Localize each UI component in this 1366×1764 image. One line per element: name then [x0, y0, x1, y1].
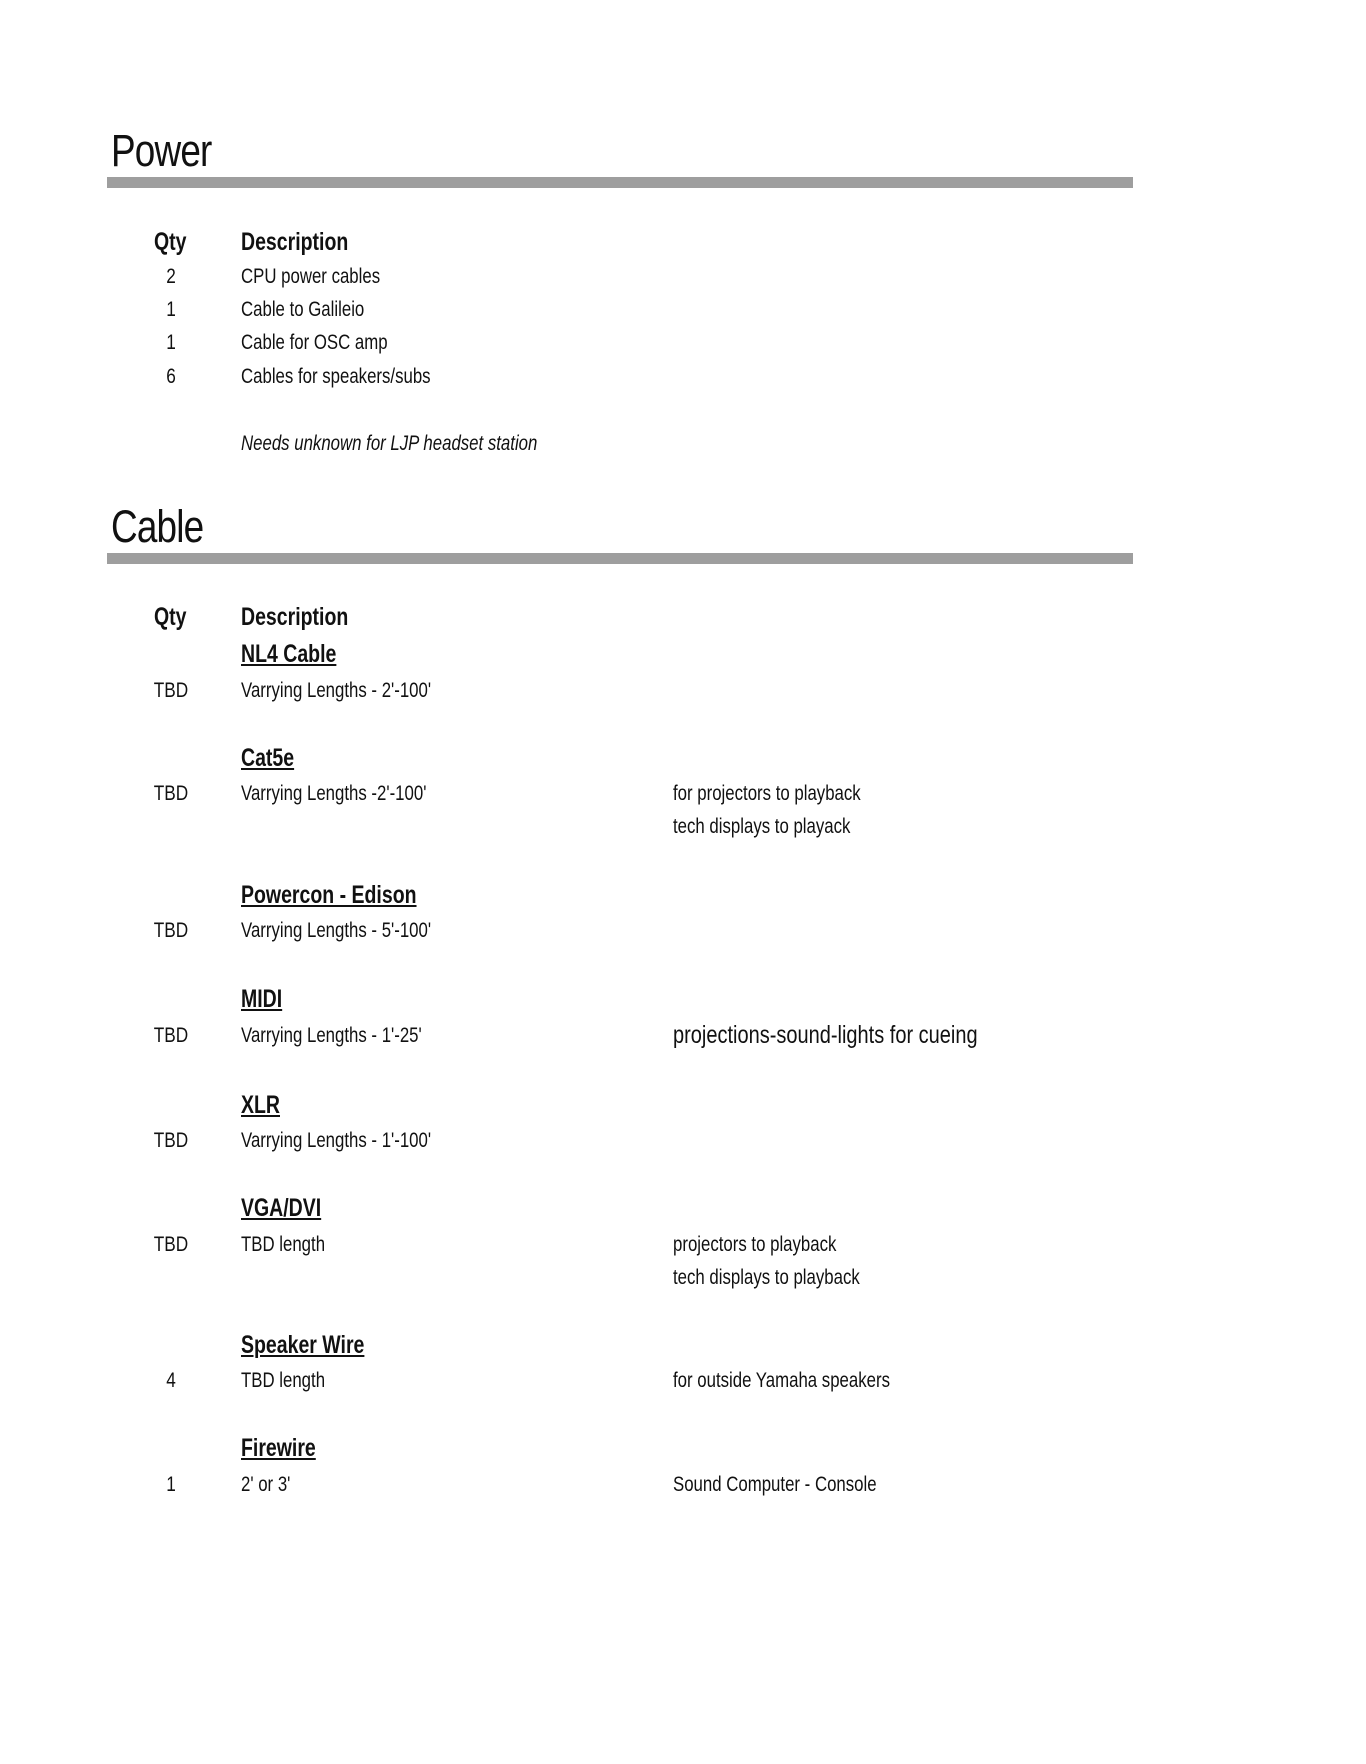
cable-item-title: XLR: [241, 1091, 280, 1119]
cable-item-qty: TBD: [153, 1129, 189, 1152]
power-note: Needs unknown for LJP headset station: [241, 432, 538, 455]
cable-item-qty: TBD: [153, 679, 189, 702]
cable-item-qty: TBD: [153, 1024, 189, 1047]
power-description-header: Description: [241, 228, 349, 256]
cable-item-note: projectors to playback: [673, 1233, 837, 1256]
power-row-qty: 6: [166, 365, 176, 388]
power-row-desc: Cable to Galileio: [241, 298, 365, 321]
cable-item-title: Speaker Wire: [241, 1331, 365, 1359]
power-row-qty: 1: [166, 331, 176, 354]
cable-item-desc: Varrying Lengths - 2'-100': [241, 679, 432, 702]
power-qty-header: Qty: [154, 228, 187, 256]
cable-item-desc: TBD length: [241, 1233, 326, 1256]
cable-item-note: for projectors to playback: [673, 782, 861, 805]
cable-item-title: Cat5e: [241, 744, 295, 772]
power-row-desc: Cables for speakers/subs: [241, 365, 431, 388]
cable-item-desc: Varrying Lengths - 1'-100': [241, 1129, 432, 1152]
cable-item-qty: TBD: [153, 1233, 189, 1256]
cable-item-note: projections-sound-lights for cueing: [673, 1021, 978, 1049]
power-section-divider: [107, 177, 1133, 188]
cable-item-note: for outside Yamaha speakers: [673, 1369, 890, 1392]
cable-item-desc: TBD length: [241, 1369, 326, 1392]
cable-item-note: tech displays to playback: [673, 1266, 860, 1289]
cable-item-title: NL4 Cable: [241, 640, 337, 668]
power-section-title: Power: [111, 125, 212, 176]
cable-item-title: VGA/DVI: [241, 1194, 322, 1222]
cable-item-title: Firewire: [241, 1434, 316, 1462]
cable-item-desc: 2' or 3': [241, 1473, 291, 1496]
cable-item-note: tech displays to playack: [673, 815, 851, 838]
cable-item-desc: Varrying Lengths - 5'-100': [241, 919, 432, 942]
cable-item-desc: Varrying Lengths -2'-100': [241, 782, 427, 805]
cable-item-note: Sound Computer - Console: [673, 1473, 877, 1496]
power-row-desc: Cable for OSC amp: [241, 331, 388, 354]
cable-item-title: MIDI: [241, 985, 283, 1013]
cable-description-header: Description: [241, 603, 349, 631]
cable-item-qty: TBD: [153, 919, 189, 942]
power-row-qty: 1: [166, 298, 176, 321]
power-row-qty: 2: [166, 265, 176, 288]
cable-item-qty: 4: [166, 1369, 176, 1392]
cable-item-title: Powercon - Edison: [241, 881, 417, 909]
cable-item-desc: Varrying Lengths - 1'-25': [241, 1024, 422, 1047]
cable-item-qty: TBD: [153, 782, 189, 805]
cable-section-title: Cable: [111, 501, 204, 552]
cable-qty-header: Qty: [154, 603, 187, 631]
cable-item-qty: 1: [166, 1473, 176, 1496]
cable-section-divider: [107, 553, 1133, 564]
power-row-desc: CPU power cables: [241, 265, 381, 288]
